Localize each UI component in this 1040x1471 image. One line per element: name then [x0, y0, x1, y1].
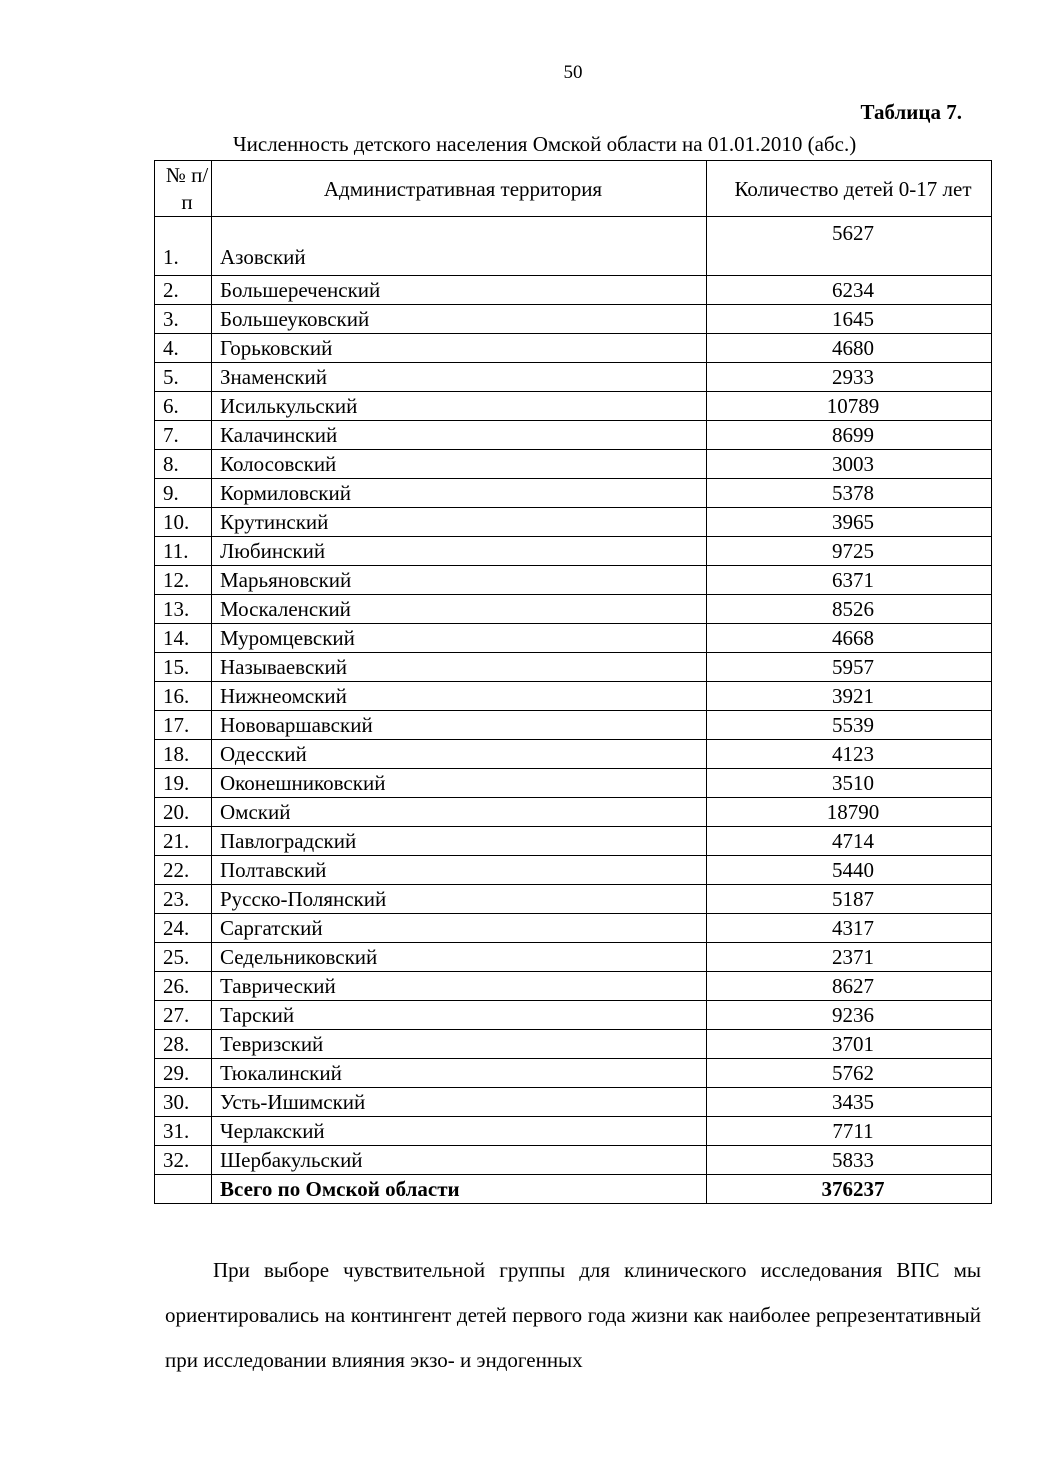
row-territory: Омский — [212, 798, 707, 827]
row-count: 1645 — [707, 305, 992, 334]
row-num: 28. — [155, 1030, 212, 1059]
row-num: 20. — [155, 798, 212, 827]
row-count: 8526 — [707, 595, 992, 624]
row-count: 4668 — [707, 624, 992, 653]
row-territory: Усть-Ишимский — [212, 1088, 707, 1117]
table-row — [155, 769, 992, 798]
row-territory: Большеуковский — [212, 305, 707, 334]
row-num: 22. — [155, 856, 212, 885]
table-row — [155, 1030, 992, 1059]
row-territory: Исилькульский — [212, 392, 707, 421]
row-count: 8699 — [707, 421, 992, 450]
row-count: 3510 — [707, 769, 992, 798]
page-number: 50 — [563, 62, 583, 83]
row-count: 5957 — [707, 653, 992, 682]
table-row — [155, 624, 992, 653]
table-row — [155, 217, 992, 276]
row-count: 2371 — [707, 943, 992, 972]
row-num: 27. — [155, 1001, 212, 1030]
row-count: 5187 — [707, 885, 992, 914]
row-count: 3003 — [707, 450, 992, 479]
row-num: 1. — [155, 217, 212, 276]
row-territory: Черлакский — [212, 1117, 707, 1146]
row-territory: Таврический — [212, 972, 707, 1001]
population-table — [154, 160, 992, 1204]
row-num: 17. — [155, 711, 212, 740]
row-num: 21. — [155, 827, 212, 856]
row-num: 3. — [155, 305, 212, 334]
row-num: 8. — [155, 450, 212, 479]
table-row — [155, 392, 992, 421]
row-count: 3921 — [707, 682, 992, 711]
table-row — [155, 1146, 992, 1175]
table-row — [155, 914, 992, 943]
row-count: 2933 — [707, 363, 992, 392]
table-row — [155, 740, 992, 769]
row-territory: Большереченский — [212, 276, 707, 305]
row-num: 19. — [155, 769, 212, 798]
row-territory: Калачинский — [212, 421, 707, 450]
table-row — [155, 305, 992, 334]
row-territory: Азовский — [212, 217, 707, 276]
row-num: 7. — [155, 421, 212, 450]
table-total-row — [155, 1175, 992, 1204]
header-count: Количество детей 0-17 лет — [707, 161, 992, 217]
row-territory: Называевский — [212, 653, 707, 682]
row-count: 4123 — [707, 740, 992, 769]
table-row — [155, 363, 992, 392]
row-territory: Полтавский — [212, 856, 707, 885]
table-row — [155, 537, 992, 566]
table-row — [155, 711, 992, 740]
row-territory: Тарский — [212, 1001, 707, 1030]
row-territory: Москаленский — [212, 595, 707, 624]
row-count: 5627 — [707, 217, 992, 276]
row-num: 9. — [155, 479, 212, 508]
row-count: 18790 — [707, 798, 992, 827]
row-territory: Одесский — [212, 740, 707, 769]
row-num: 13. — [155, 595, 212, 624]
row-territory: Горьковский — [212, 334, 707, 363]
table-row — [155, 653, 992, 682]
table-row — [155, 421, 992, 450]
row-territory: Саргатский — [212, 914, 707, 943]
row-territory: Русско-Полянский — [212, 885, 707, 914]
row-num: 24. — [155, 914, 212, 943]
row-num: 18. — [155, 740, 212, 769]
row-count: 4680 — [707, 334, 992, 363]
row-count: 7711 — [707, 1117, 992, 1146]
row-territory: Крутинский — [212, 508, 707, 537]
table-row — [155, 1001, 992, 1030]
table-caption: Численность детского населения Омской области на 01.01.2010 (абс.) — [233, 132, 857, 156]
body-paragraph: При выборе чувствительной группы для клинического исследования ВПС мы ориентировались на контингент детей первого года жизни как наиболее репрезентативный при исследовании влияния экзо- и эндогенных — [165, 1258, 981, 1372]
row-count: 4714 — [707, 827, 992, 856]
row-num: 32. — [155, 1146, 212, 1175]
table-row — [155, 682, 992, 711]
row-count: 9725 — [707, 537, 992, 566]
row-count: 4317 — [707, 914, 992, 943]
table-body — [155, 217, 992, 1204]
row-num: 11. — [155, 537, 212, 566]
row-count: 6371 — [707, 566, 992, 595]
row-count: 6234 — [707, 276, 992, 305]
row-count: 3965 — [707, 508, 992, 537]
row-num: 26. — [155, 972, 212, 1001]
table-row — [155, 972, 992, 1001]
row-territory: Муромцевский — [212, 624, 707, 653]
row-count: 3701 — [707, 1030, 992, 1059]
row-count: 5440 — [707, 856, 992, 885]
row-num: 12. — [155, 566, 212, 595]
row-count: 5762 — [707, 1059, 992, 1088]
row-territory: Любинский — [212, 537, 707, 566]
table-row — [155, 566, 992, 595]
row-territory: Колосовский — [212, 450, 707, 479]
row-territory: Кормиловский — [212, 479, 707, 508]
table-row — [155, 798, 992, 827]
table-row — [155, 334, 992, 363]
row-count: 5539 — [707, 711, 992, 740]
table-row — [155, 595, 992, 624]
table-row — [155, 450, 992, 479]
table-row — [155, 827, 992, 856]
row-territory: Тевризский — [212, 1030, 707, 1059]
total-count: 376237 — [707, 1175, 992, 1204]
table-label: Таблица 7. — [860, 100, 962, 124]
table-row — [155, 943, 992, 972]
row-num: 23. — [155, 885, 212, 914]
row-count: 9236 — [707, 1001, 992, 1030]
row-territory: Нововаршавский — [212, 711, 707, 740]
row-territory: Тюкалинский — [212, 1059, 707, 1088]
table-row — [155, 479, 992, 508]
row-num: 14. — [155, 624, 212, 653]
row-count: 8627 — [707, 972, 992, 1001]
header-territory: Административная территория — [212, 161, 707, 217]
row-territory: Шербакульский — [212, 1146, 707, 1175]
table-row — [155, 508, 992, 537]
row-territory: Марьяновский — [212, 566, 707, 595]
row-num: 29. — [155, 1059, 212, 1088]
table-row — [155, 276, 992, 305]
row-territory: Павлоградский — [212, 827, 707, 856]
row-count: 5833 — [707, 1146, 992, 1175]
row-territory: Оконешниковский — [212, 769, 707, 798]
row-count: 3435 — [707, 1088, 992, 1117]
row-num: 31. — [155, 1117, 212, 1146]
table-row — [155, 885, 992, 914]
row-num: 16. — [155, 682, 212, 711]
header-num: № п/п — [155, 161, 212, 217]
row-territory: Седельниковский — [212, 943, 707, 972]
table-row — [155, 1117, 992, 1146]
row-num: 30. — [155, 1088, 212, 1117]
row-territory: Знаменский — [212, 363, 707, 392]
row-territory: Нижнеомский — [212, 682, 707, 711]
row-num: 2. — [155, 276, 212, 305]
row-count: 5378 — [707, 479, 992, 508]
row-count: 10789 — [707, 392, 992, 421]
total-label: Всего по Омской области — [212, 1175, 707, 1204]
table-header-row — [155, 161, 992, 217]
row-num: 10. — [155, 508, 212, 537]
row-num: 5. — [155, 363, 212, 392]
row-num: 25. — [155, 943, 212, 972]
row-num: 15. — [155, 653, 212, 682]
table-row — [155, 1088, 992, 1117]
table-row — [155, 1059, 992, 1088]
total-num — [155, 1175, 212, 1204]
table-row — [155, 856, 992, 885]
row-num: 4. — [155, 334, 212, 363]
row-num: 6. — [155, 392, 212, 421]
